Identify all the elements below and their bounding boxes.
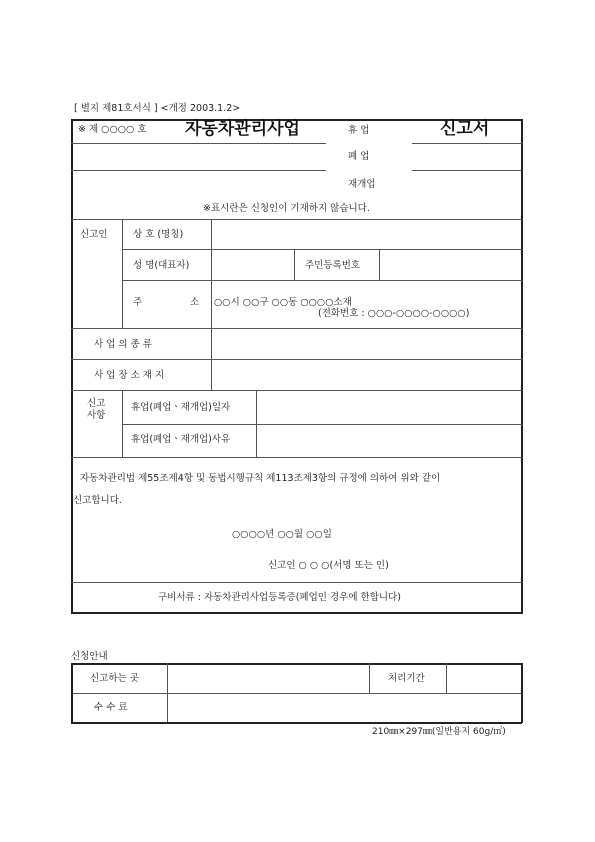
paper-spec: 210㎜×297㎜(일반용지 60g/㎡) <box>372 727 506 737</box>
form-right-border <box>521 119 523 613</box>
title-main: 자동차관리사업 <box>185 119 300 139</box>
address-label-1: 주 <box>133 297 143 308</box>
report-section-label-line1: 신고 <box>87 398 106 409</box>
report-reason-label: 휴업(폐업ㆍ재개업)사유 <box>131 434 231 445</box>
report-date-label: 휴업(폐업ㆍ재개업)일자 <box>131 402 231 413</box>
phone-value[interactable]: (전화번호 : ○○○-○○○○-○○○○) <box>318 308 470 319</box>
form-number-label: ※ 제 ○○○○ 호 <box>78 124 147 135</box>
period-label: 처리기간 <box>388 673 425 684</box>
option-resume: 재개업 <box>348 179 376 190</box>
business-type-label: 사 업 의 종 류 <box>94 339 152 350</box>
statement-line-1: 자동차관리법 제55조제4항 및 동법시행규칙 제113조제3항의 규정에 의하여 위와 같이 <box>80 473 441 484</box>
report-section-label-line2: 사항 <box>87 410 106 421</box>
rrn-label: 주민등록번호 <box>305 260 361 271</box>
note-text: ※표시란은 신청인이 기재하지 않습니다. <box>203 203 370 214</box>
form-left-border <box>71 119 73 613</box>
required-documents: 구비서류 : 자동차관리사업등록증(폐업인 경우에 한합니다) <box>158 592 401 603</box>
trade-name-label: 상 호 (명칭) <box>133 229 184 240</box>
guide-title: 신청안내 <box>71 651 108 662</box>
date-line: ○○○○년 ○○월 ○○일 <box>232 529 332 540</box>
business-place-label: 사 업 장 소 재 지 <box>94 370 165 381</box>
title-report: 신고서 <box>440 119 490 139</box>
office-label: 신고하는 곳 <box>90 673 139 684</box>
form-label: [ 별지 제81호서식 ] <개정 2003.1.2> <box>74 103 241 114</box>
option-close: 폐 업 <box>348 151 370 162</box>
option-suspend: 휴 업 <box>348 125 370 136</box>
address-label-2: 소 <box>190 297 200 308</box>
address-value[interactable]: ○○시 ○○구 ○○동 ○○○○소재 <box>214 297 352 308</box>
statement-line-2: 신고합니다. <box>73 495 122 506</box>
fee-label: 수 수 료 <box>94 702 128 713</box>
signature-line: 신고인 ○ ○ ○(서명 또는 인) <box>268 560 389 571</box>
form-bottom-border <box>71 612 523 614</box>
name-label: 성 명(대표자) <box>133 260 190 271</box>
applicant-section-label: 신고인 <box>80 229 108 240</box>
